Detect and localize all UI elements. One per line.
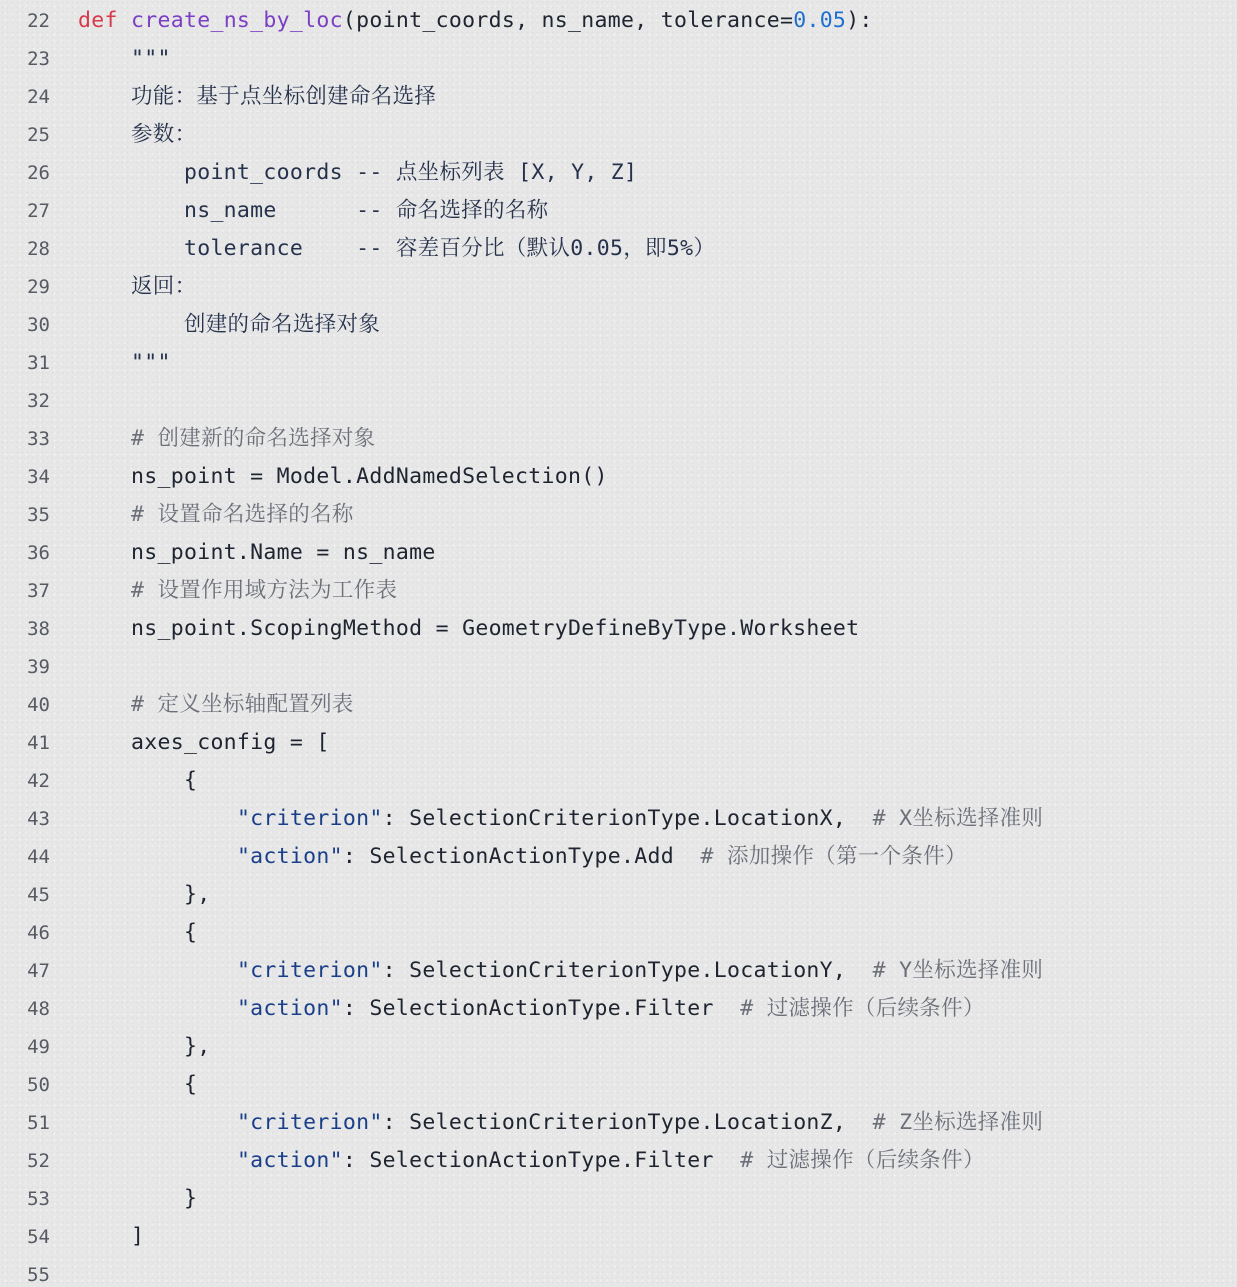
code-line[interactable] xyxy=(0,876,1237,914)
code-token: { xyxy=(78,768,198,793)
code-line[interactable] xyxy=(0,1028,1237,1066)
code-token: # 过滤操作（后续条件） xyxy=(740,1148,985,1173)
line-number: 37 xyxy=(27,580,50,602)
code-token xyxy=(78,1110,237,1135)
code-line[interactable] xyxy=(0,838,1237,876)
code-token: "action" xyxy=(236,996,343,1021)
code-text[interactable] xyxy=(78,838,967,876)
line-number: 23 xyxy=(27,48,50,70)
line-number: 40 xyxy=(27,694,50,716)
line-number: 42 xyxy=(27,770,50,792)
line-number: 38 xyxy=(27,618,50,640)
line-number: 27 xyxy=(27,200,50,222)
line-number: 50 xyxy=(27,1074,50,1096)
code-line[interactable] xyxy=(0,1104,1237,1142)
code-line[interactable] xyxy=(0,2,1237,40)
line-number: 52 xyxy=(27,1150,50,1172)
code-line[interactable] xyxy=(0,534,1237,572)
code-text[interactable] xyxy=(78,800,1043,838)
code-token: }, xyxy=(78,882,211,907)
code-line[interactable] xyxy=(0,268,1237,306)
code-token: : SelectionCriterionType.LocationY, xyxy=(382,958,873,983)
line-number: 44 xyxy=(27,846,50,868)
code-text[interactable] xyxy=(78,1142,985,1180)
code-line[interactable] xyxy=(0,686,1237,724)
code-token: ): xyxy=(846,8,873,33)
line-number: 51 xyxy=(27,1112,50,1134)
code-text[interactable] xyxy=(78,268,196,306)
code-line[interactable] xyxy=(0,116,1237,154)
line-number: 48 xyxy=(27,998,50,1020)
code-text[interactable] xyxy=(78,572,397,610)
code-line[interactable] xyxy=(0,458,1237,496)
code-line[interactable] xyxy=(0,1066,1237,1104)
code-token: # 设置作用域方法为工作表 xyxy=(78,578,398,603)
code-line[interactable] xyxy=(0,1142,1237,1180)
code-text[interactable] xyxy=(78,192,548,230)
code-text[interactable] xyxy=(78,78,436,116)
code-text[interactable] xyxy=(78,1218,144,1256)
line-number: 43 xyxy=(27,808,50,830)
code-token: create_ns_by_loc xyxy=(130,8,343,33)
code-token xyxy=(78,958,237,983)
code-line[interactable] xyxy=(0,40,1237,78)
code-token: ns_point.ScopingMethod = GeometryDefineByType.Worksheet xyxy=(78,616,860,641)
code-line[interactable] xyxy=(0,382,1237,420)
code-token: # Z坐标选择准则 xyxy=(872,1110,1044,1135)
line-number: 55 xyxy=(27,1264,50,1286)
code-token: tolerance -- 容差百分比（默认0.05，即5%） xyxy=(78,236,716,261)
code-text[interactable] xyxy=(78,1104,1043,1142)
line-number: 28 xyxy=(27,238,50,260)
code-token: ns_name -- 命名选择的名称 xyxy=(78,198,549,223)
code-line[interactable] xyxy=(0,1256,1237,1287)
code-line[interactable] xyxy=(0,914,1237,952)
code-line[interactable] xyxy=(0,344,1237,382)
code-text[interactable] xyxy=(78,914,197,952)
code-text[interactable] xyxy=(78,990,985,1028)
code-text[interactable] xyxy=(78,1028,210,1066)
code-token: ns_point = Model.AddNamedSelection() xyxy=(78,464,608,489)
code-token: : SelectionCriterionType.LocationZ, xyxy=(382,1110,873,1135)
code-token: """ xyxy=(78,46,171,71)
code-token: "criterion" xyxy=(236,958,383,983)
line-number: 30 xyxy=(27,314,50,336)
code-token: 0.05 xyxy=(793,8,847,33)
code-token: "criterion" xyxy=(236,806,383,831)
code-text[interactable] xyxy=(78,230,715,268)
code-line[interactable] xyxy=(0,762,1237,800)
line-number: 33 xyxy=(27,428,50,450)
code-token: point_coords -- 点坐标列表 [X, Y, Z] xyxy=(78,160,638,185)
code-token: axes_config = [ xyxy=(78,730,330,755)
code-line[interactable] xyxy=(0,78,1237,116)
code-token: "action" xyxy=(236,1148,343,1173)
code-token: : SelectionCriterionType.LocationX, xyxy=(382,806,873,831)
code-token: # 过滤操作（后续条件） xyxy=(740,996,985,1021)
code-token: 创建的命名选择对象 xyxy=(78,312,381,337)
line-number: 35 xyxy=(27,504,50,526)
code-text[interactable] xyxy=(78,534,436,572)
code-text[interactable] xyxy=(78,306,380,344)
line-number: 47 xyxy=(27,960,50,982)
code-token: "action" xyxy=(236,844,343,869)
line-number: 53 xyxy=(27,1188,50,1210)
code-line[interactable] xyxy=(0,990,1237,1028)
code-token: 参数： xyxy=(78,122,197,147)
code-line[interactable] xyxy=(0,648,1237,686)
code-token: } xyxy=(78,1186,198,1211)
code-token xyxy=(78,844,237,869)
line-number: 31 xyxy=(27,352,50,374)
line-number: 54 xyxy=(27,1226,50,1248)
code-text[interactable] xyxy=(78,686,354,724)
code-text[interactable] xyxy=(78,458,608,496)
code-token: (point_coords, ns_name, tolerance= xyxy=(342,8,794,33)
code-line[interactable] xyxy=(0,1180,1237,1218)
line-number: 46 xyxy=(27,922,50,944)
line-number: 25 xyxy=(27,124,50,146)
code-text[interactable] xyxy=(78,762,197,800)
code-token: # 定义坐标轴配置列表 xyxy=(78,692,354,717)
code-text[interactable] xyxy=(78,952,1043,990)
code-token: 功能：基于点坐标创建命名选择 xyxy=(78,84,437,109)
code-token: ns_point.Name = ns_name xyxy=(78,540,436,565)
code-token xyxy=(118,8,131,33)
code-text[interactable] xyxy=(78,724,330,762)
code-token xyxy=(78,806,237,831)
code-token: : SelectionActionType.Add xyxy=(342,844,701,869)
line-number: 49 xyxy=(27,1036,50,1058)
code-text[interactable] xyxy=(78,1180,197,1218)
code-line[interactable] xyxy=(0,610,1237,648)
line-number: 26 xyxy=(27,162,50,184)
line-number: 36 xyxy=(27,542,50,564)
code-token: : SelectionActionType.Filter xyxy=(342,1148,741,1173)
code-token: "criterion" xyxy=(236,1110,383,1135)
code-text[interactable] xyxy=(78,876,210,914)
code-line[interactable] xyxy=(0,154,1237,192)
code-token: """ xyxy=(78,350,171,375)
code-token: 返回： xyxy=(78,274,197,299)
code-line[interactable] xyxy=(0,724,1237,762)
line-number: 22 xyxy=(27,10,50,32)
code-line[interactable] xyxy=(0,230,1237,268)
code-token: : SelectionActionType.Filter xyxy=(342,996,741,1021)
code-line[interactable] xyxy=(0,306,1237,344)
code-text[interactable] xyxy=(78,1066,197,1104)
code-token xyxy=(78,1148,237,1173)
code-token: # X坐标选择准则 xyxy=(872,806,1044,831)
code-token: def xyxy=(78,8,118,33)
code-lines xyxy=(0,2,1237,1287)
line-number: 41 xyxy=(27,732,50,754)
code-token: ] xyxy=(78,1224,145,1249)
code-line[interactable] xyxy=(0,192,1237,230)
line-number: 32 xyxy=(27,390,50,412)
line-number: 45 xyxy=(27,884,50,906)
code-token: { xyxy=(78,1072,198,1097)
code-token: # 创建新的命名选择对象 xyxy=(78,426,376,451)
code-line[interactable] xyxy=(0,572,1237,610)
code-text[interactable] xyxy=(78,40,171,78)
line-number: 39 xyxy=(27,656,50,678)
code-line[interactable] xyxy=(0,496,1237,534)
code-token: # 设置命名选择的名称 xyxy=(78,502,354,527)
code-text[interactable] xyxy=(78,420,375,458)
line-number: 29 xyxy=(27,276,50,298)
code-token: # 添加操作（第一个条件） xyxy=(700,844,967,869)
code-line[interactable] xyxy=(0,1218,1237,1256)
code-text[interactable] xyxy=(78,116,196,154)
code-text[interactable] xyxy=(78,154,637,192)
line-number: 24 xyxy=(27,86,50,108)
code-text[interactable] xyxy=(78,2,873,40)
code-token: # Y坐标选择准则 xyxy=(872,958,1044,983)
code-text[interactable] xyxy=(78,344,171,382)
code-line[interactable] xyxy=(0,420,1237,458)
code-text[interactable] xyxy=(78,496,354,534)
code-token xyxy=(78,996,237,1021)
code-text[interactable] xyxy=(78,610,859,648)
code-line[interactable] xyxy=(0,800,1237,838)
code-token: }, xyxy=(78,1034,211,1059)
code-token: { xyxy=(78,920,198,945)
code-line[interactable] xyxy=(0,952,1237,990)
line-number: 34 xyxy=(27,466,50,488)
